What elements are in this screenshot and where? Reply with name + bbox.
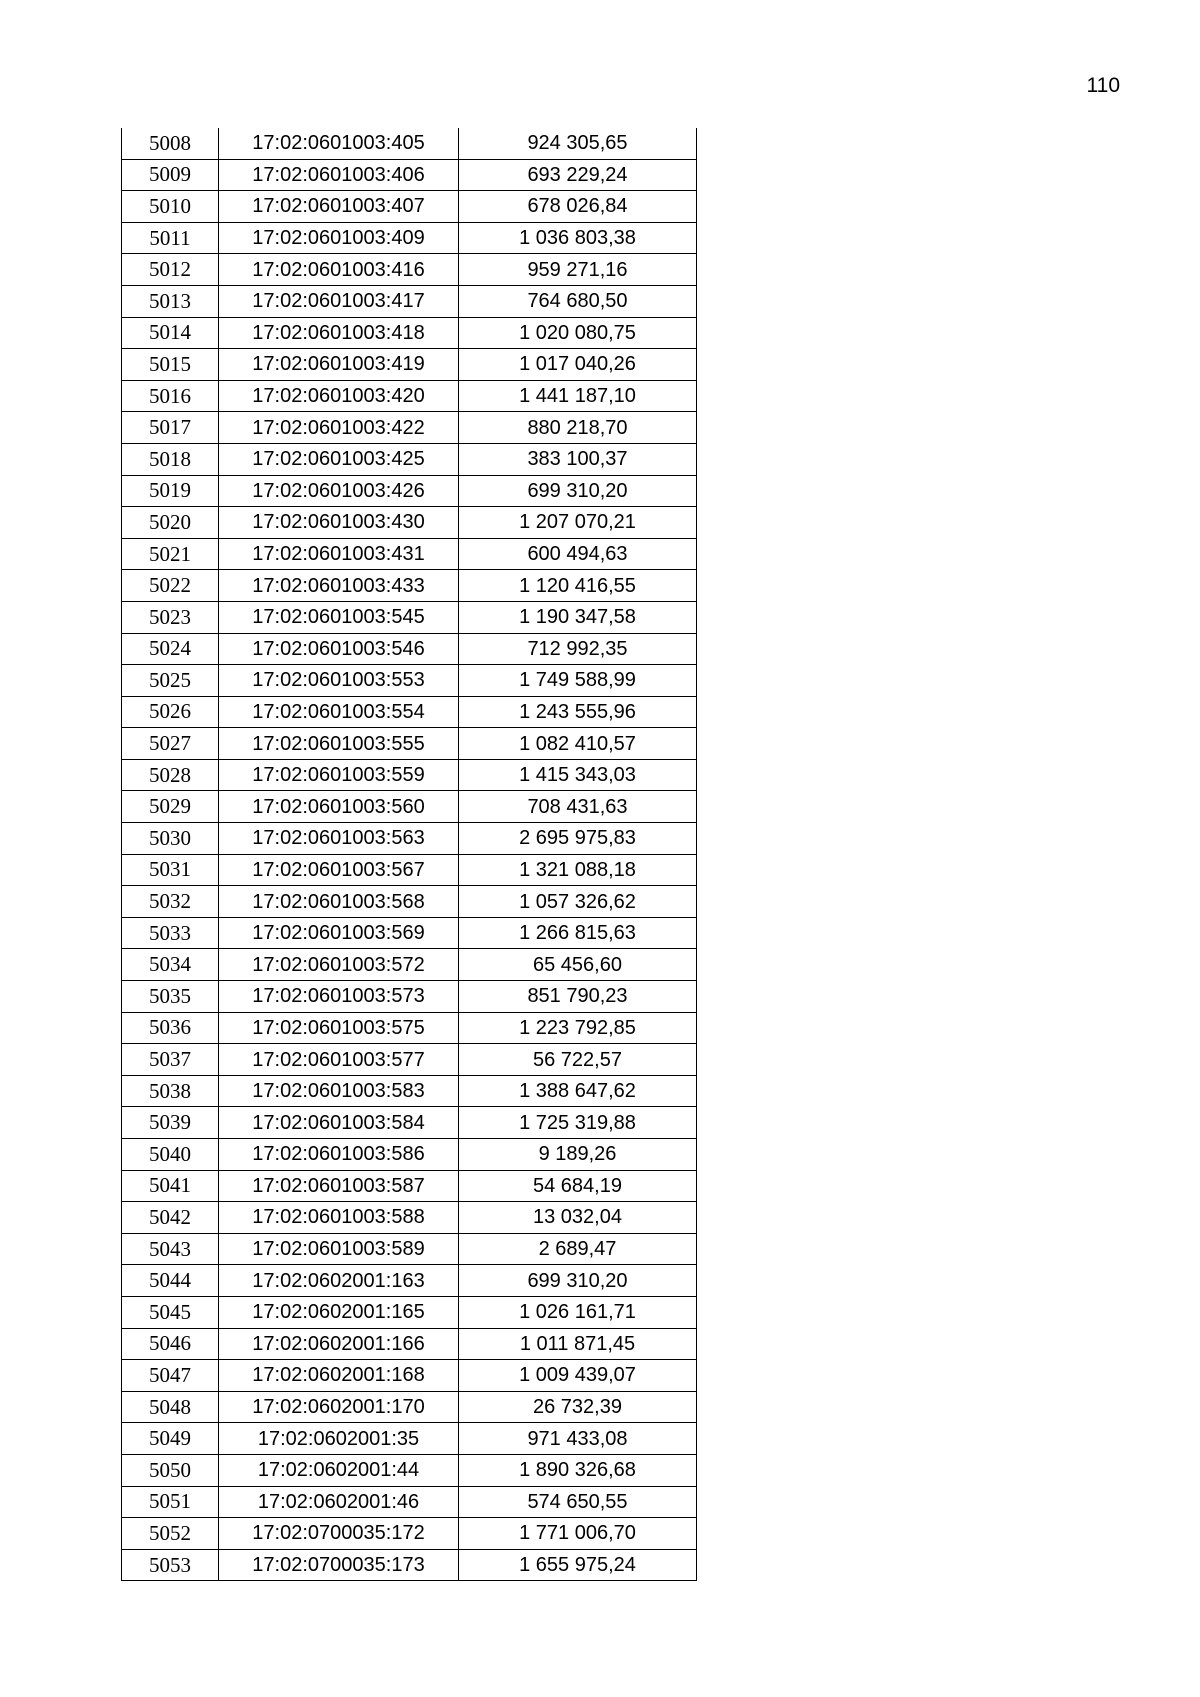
row-number-cell: 5022 [122, 570, 219, 602]
table-row [122, 1233, 697, 1265]
row-number-cell: 5023 [122, 601, 219, 633]
cadastral-number-cell: 17:02:0700035:173 [219, 1549, 459, 1581]
table-row [122, 412, 697, 444]
cadastral-value-cell: 699 310,20 [459, 475, 697, 507]
row-number-cell: 5047 [122, 1360, 219, 1392]
cadastral-number-cell: 17:02:0601003:587 [219, 1170, 459, 1202]
table-row [122, 538, 697, 570]
cadastral-number-cell: 17:02:0601003:589 [219, 1233, 459, 1265]
cadastral-number-cell: 17:02:0601003:560 [219, 791, 459, 823]
cadastral-value-cell: 13 032,04 [459, 1202, 697, 1234]
cadastral-value-cell: 65 456,60 [459, 949, 697, 981]
row-number-cell: 5025 [122, 665, 219, 697]
cadastral-number-cell: 17:02:0601003:563 [219, 823, 459, 855]
cadastral-number-cell: 17:02:0601003:584 [219, 1107, 459, 1139]
row-number-cell: 5045 [122, 1296, 219, 1328]
row-number-cell: 5014 [122, 317, 219, 349]
row-number-cell: 5037 [122, 1044, 219, 1076]
row-number-cell: 5039 [122, 1107, 219, 1139]
cadastral-value-cell: 1 266 815,63 [459, 917, 697, 949]
cadastral-value-cell: 1 655 975,24 [459, 1549, 697, 1581]
cadastral-value-cell: 1 009 439,07 [459, 1360, 697, 1392]
cadastral-value-cell: 880 218,70 [459, 412, 697, 444]
table-row [122, 1139, 697, 1171]
table-body [122, 128, 697, 1581]
table-row [122, 696, 697, 728]
row-number-cell: 5024 [122, 633, 219, 665]
row-number-cell: 5018 [122, 443, 219, 475]
table-row [122, 633, 697, 665]
cadastral-number-cell: 17:02:0601003:559 [219, 759, 459, 791]
row-number-cell: 5027 [122, 728, 219, 760]
row-number-cell: 5050 [122, 1454, 219, 1486]
table-row [122, 349, 697, 381]
cadastral-number-cell: 17:02:0601003:577 [219, 1044, 459, 1076]
cadastral-value-cell: 1 441 187,10 [459, 380, 697, 412]
cadastral-number-cell: 17:02:0601003:568 [219, 886, 459, 918]
cadastral-value-cell: 1 036 803,38 [459, 222, 697, 254]
cadastral-value-cell: 1 243 555,96 [459, 696, 697, 728]
cadastral-value-cell: 54 684,19 [459, 1170, 697, 1202]
cadastral-value-cell: 2 689,47 [459, 1233, 697, 1265]
table-row [122, 823, 697, 855]
table-row [122, 728, 697, 760]
cadastral-value-cell: 1 415 343,03 [459, 759, 697, 791]
cadastral-number-cell: 17:02:0601003:418 [219, 317, 459, 349]
cadastral-value-cell: 9 189,26 [459, 1139, 697, 1171]
table-row [122, 791, 697, 823]
cadastral-number-cell: 17:02:0601003:416 [219, 254, 459, 286]
table-row [122, 1328, 697, 1360]
row-number-cell: 5036 [122, 1012, 219, 1044]
row-number-cell: 5030 [122, 823, 219, 855]
cadastral-number-cell: 17:02:0601003:433 [219, 570, 459, 602]
cadastral-number-cell: 17:02:0601003:417 [219, 285, 459, 317]
cadastral-number-cell: 17:02:0601003:546 [219, 633, 459, 665]
cadastral-number-cell: 17:02:0601003:407 [219, 191, 459, 223]
row-number-cell: 5021 [122, 538, 219, 570]
cadastral-number-cell: 17:02:0602001:166 [219, 1328, 459, 1360]
table-row [122, 1202, 697, 1234]
cadastral-value-cell: 959 271,16 [459, 254, 697, 286]
table-row [122, 1075, 697, 1107]
table-row [122, 981, 697, 1013]
cadastral-value-cell: 1 207 070,21 [459, 507, 697, 539]
row-number-cell: 5042 [122, 1202, 219, 1234]
cadastral-value-cell: 924 305,65 [459, 128, 697, 159]
cadastral-number-cell: 17:02:0602001:35 [219, 1423, 459, 1455]
table-row [122, 1423, 697, 1455]
table-row [122, 380, 697, 412]
row-number-cell: 5031 [122, 854, 219, 886]
cadastral-value-cell: 1 057 326,62 [459, 886, 697, 918]
table-row [122, 886, 697, 918]
cadastral-number-cell: 17:02:0601003:406 [219, 159, 459, 191]
cadastral-value-cell: 699 310,20 [459, 1265, 697, 1297]
row-number-cell: 5026 [122, 696, 219, 728]
row-number-cell: 5013 [122, 285, 219, 317]
table-row [122, 191, 697, 223]
row-number-cell: 5017 [122, 412, 219, 444]
row-number-cell: 5049 [122, 1423, 219, 1455]
row-number-cell: 5019 [122, 475, 219, 507]
cadastral-value-cell: 574 650,55 [459, 1486, 697, 1518]
cadastral-number-cell: 17:02:0601003:575 [219, 1012, 459, 1044]
cadastral-value-cell: 1 771 006,70 [459, 1518, 697, 1550]
cadastral-number-cell: 17:02:0601003:588 [219, 1202, 459, 1234]
row-number-cell: 5051 [122, 1486, 219, 1518]
table-row [122, 1265, 697, 1297]
cadastral-number-cell: 17:02:0601003:572 [219, 949, 459, 981]
cadastral-number-cell: 17:02:0602001:165 [219, 1296, 459, 1328]
row-number-cell: 5035 [122, 981, 219, 1013]
cadastral-value-cell: 971 433,08 [459, 1423, 697, 1455]
table-row [122, 917, 697, 949]
table-row [122, 1360, 697, 1392]
table-row [122, 159, 697, 191]
cadastral-value-cell: 600 494,63 [459, 538, 697, 570]
table-row [122, 854, 697, 886]
table-row [122, 1296, 697, 1328]
table-row [122, 665, 697, 697]
table-row [122, 443, 697, 475]
row-number-cell: 5016 [122, 380, 219, 412]
row-number-cell: 5010 [122, 191, 219, 223]
row-number-cell: 5044 [122, 1265, 219, 1297]
row-number-cell: 5020 [122, 507, 219, 539]
cadastral-number-cell: 17:02:0601003:573 [219, 981, 459, 1013]
cadastral-value-cell: 26 732,39 [459, 1391, 697, 1423]
row-number-cell: 5038 [122, 1075, 219, 1107]
cadastral-value-cell: 1 026 161,71 [459, 1296, 697, 1328]
table-row [122, 759, 697, 791]
row-number-cell: 5048 [122, 1391, 219, 1423]
cadastral-value-cell: 1 890 326,68 [459, 1454, 697, 1486]
cadastral-number-cell: 17:02:0601003:420 [219, 380, 459, 412]
row-number-cell: 5011 [122, 222, 219, 254]
cadastral-number-cell: 17:02:0601003:409 [219, 222, 459, 254]
cadastral-value-cell: 1 120 416,55 [459, 570, 697, 602]
cadastral-value-cell: 1 321 088,18 [459, 854, 697, 886]
cadastral-number-cell: 17:02:0601003:419 [219, 349, 459, 381]
row-number-cell: 5040 [122, 1139, 219, 1171]
cadastral-number-cell: 17:02:0601003:583 [219, 1075, 459, 1107]
page-number: 110 [1086, 74, 1120, 97]
row-number-cell: 5043 [122, 1233, 219, 1265]
cadastral-value-cell: 678 026,84 [459, 191, 697, 223]
cadastral-value-cell: 693 229,24 [459, 159, 697, 191]
cadastral-value-cell: 708 431,63 [459, 791, 697, 823]
cadastral-number-cell: 17:02:0601003:430 [219, 507, 459, 539]
cadastral-value-cell: 1 725 319,88 [459, 1107, 697, 1139]
table-row [122, 570, 697, 602]
table-row [122, 1012, 697, 1044]
cadastral-value-cell: 764 680,50 [459, 285, 697, 317]
cadastral-number-cell: 17:02:0601003:405 [219, 128, 459, 159]
cadastral-number-cell: 17:02:0602001:168 [219, 1360, 459, 1392]
cadastral-value-cell: 851 790,23 [459, 981, 697, 1013]
table-row [122, 1454, 697, 1486]
cadastral-number-cell: 17:02:0602001:163 [219, 1265, 459, 1297]
row-number-cell: 5034 [122, 949, 219, 981]
table-row [122, 1549, 697, 1581]
row-number-cell: 5009 [122, 159, 219, 191]
cadastral-value-cell: 2 695 975,83 [459, 823, 697, 855]
table-row [122, 222, 697, 254]
table-row [122, 1107, 697, 1139]
row-number-cell: 5032 [122, 886, 219, 918]
row-number-cell: 5029 [122, 791, 219, 823]
cadastral-value-cell: 56 722,57 [459, 1044, 697, 1076]
cadastral-number-cell: 17:02:0601003:422 [219, 412, 459, 444]
row-number-cell: 5008 [122, 128, 219, 159]
row-number-cell: 5053 [122, 1549, 219, 1581]
table-row [122, 1044, 697, 1076]
cadastral-number-cell: 17:02:0601003:553 [219, 665, 459, 697]
table-row [122, 254, 697, 286]
table-row [122, 949, 697, 981]
cadastral-value-cell: 712 992,35 [459, 633, 697, 665]
table-row [122, 1170, 697, 1202]
cadastral-number-cell: 17:02:0602001:46 [219, 1486, 459, 1518]
cadastral-value-cell: 1 020 080,75 [459, 317, 697, 349]
row-number-cell: 5052 [122, 1518, 219, 1550]
row-number-cell: 5015 [122, 349, 219, 381]
cadastral-number-cell: 17:02:0602001:170 [219, 1391, 459, 1423]
row-number-cell: 5028 [122, 759, 219, 791]
cadastral-value-cell: 1 082 410,57 [459, 728, 697, 760]
cadastral-number-cell: 17:02:0601003:425 [219, 443, 459, 475]
row-number-cell: 5046 [122, 1328, 219, 1360]
table-row [122, 1391, 697, 1423]
cadastral-number-cell: 17:02:0601003:545 [219, 601, 459, 633]
cadastral-number-cell: 17:02:0601003:567 [219, 854, 459, 886]
cadastral-value-cell: 1 388 647,62 [459, 1075, 697, 1107]
cadastral-value-cell: 1 190 347,58 [459, 601, 697, 633]
row-number-cell: 5012 [122, 254, 219, 286]
table-row [122, 285, 697, 317]
cadastral-number-cell: 17:02:0700035:172 [219, 1518, 459, 1550]
row-number-cell: 5041 [122, 1170, 219, 1202]
cadastral-number-cell: 17:02:0601003:586 [219, 1139, 459, 1171]
table-row [122, 475, 697, 507]
cadastral-number-cell: 17:02:0601003:554 [219, 696, 459, 728]
cadastral-number-cell: 17:02:0601003:426 [219, 475, 459, 507]
cadastral-value-cell: 383 100,37 [459, 443, 697, 475]
cadastral-value-cell: 1 011 871,45 [459, 1328, 697, 1360]
cadastral-number-cell: 17:02:0601003:431 [219, 538, 459, 570]
cadastral-value-cell: 1 017 040,26 [459, 349, 697, 381]
table-row [122, 601, 697, 633]
table-row [122, 317, 697, 349]
cadastral-number-cell: 17:02:0602001:44 [219, 1454, 459, 1486]
cadastral-number-cell: 17:02:0601003:555 [219, 728, 459, 760]
cadastral-value-table [121, 128, 697, 1581]
row-number-cell: 5033 [122, 917, 219, 949]
table-row [122, 507, 697, 539]
table-row [122, 1518, 697, 1550]
table-row [122, 1486, 697, 1518]
cadastral-value-cell: 1 749 588,99 [459, 665, 697, 697]
cadastral-number-cell: 17:02:0601003:569 [219, 917, 459, 949]
table-row [122, 128, 697, 159]
cadastral-value-cell: 1 223 792,85 [459, 1012, 697, 1044]
